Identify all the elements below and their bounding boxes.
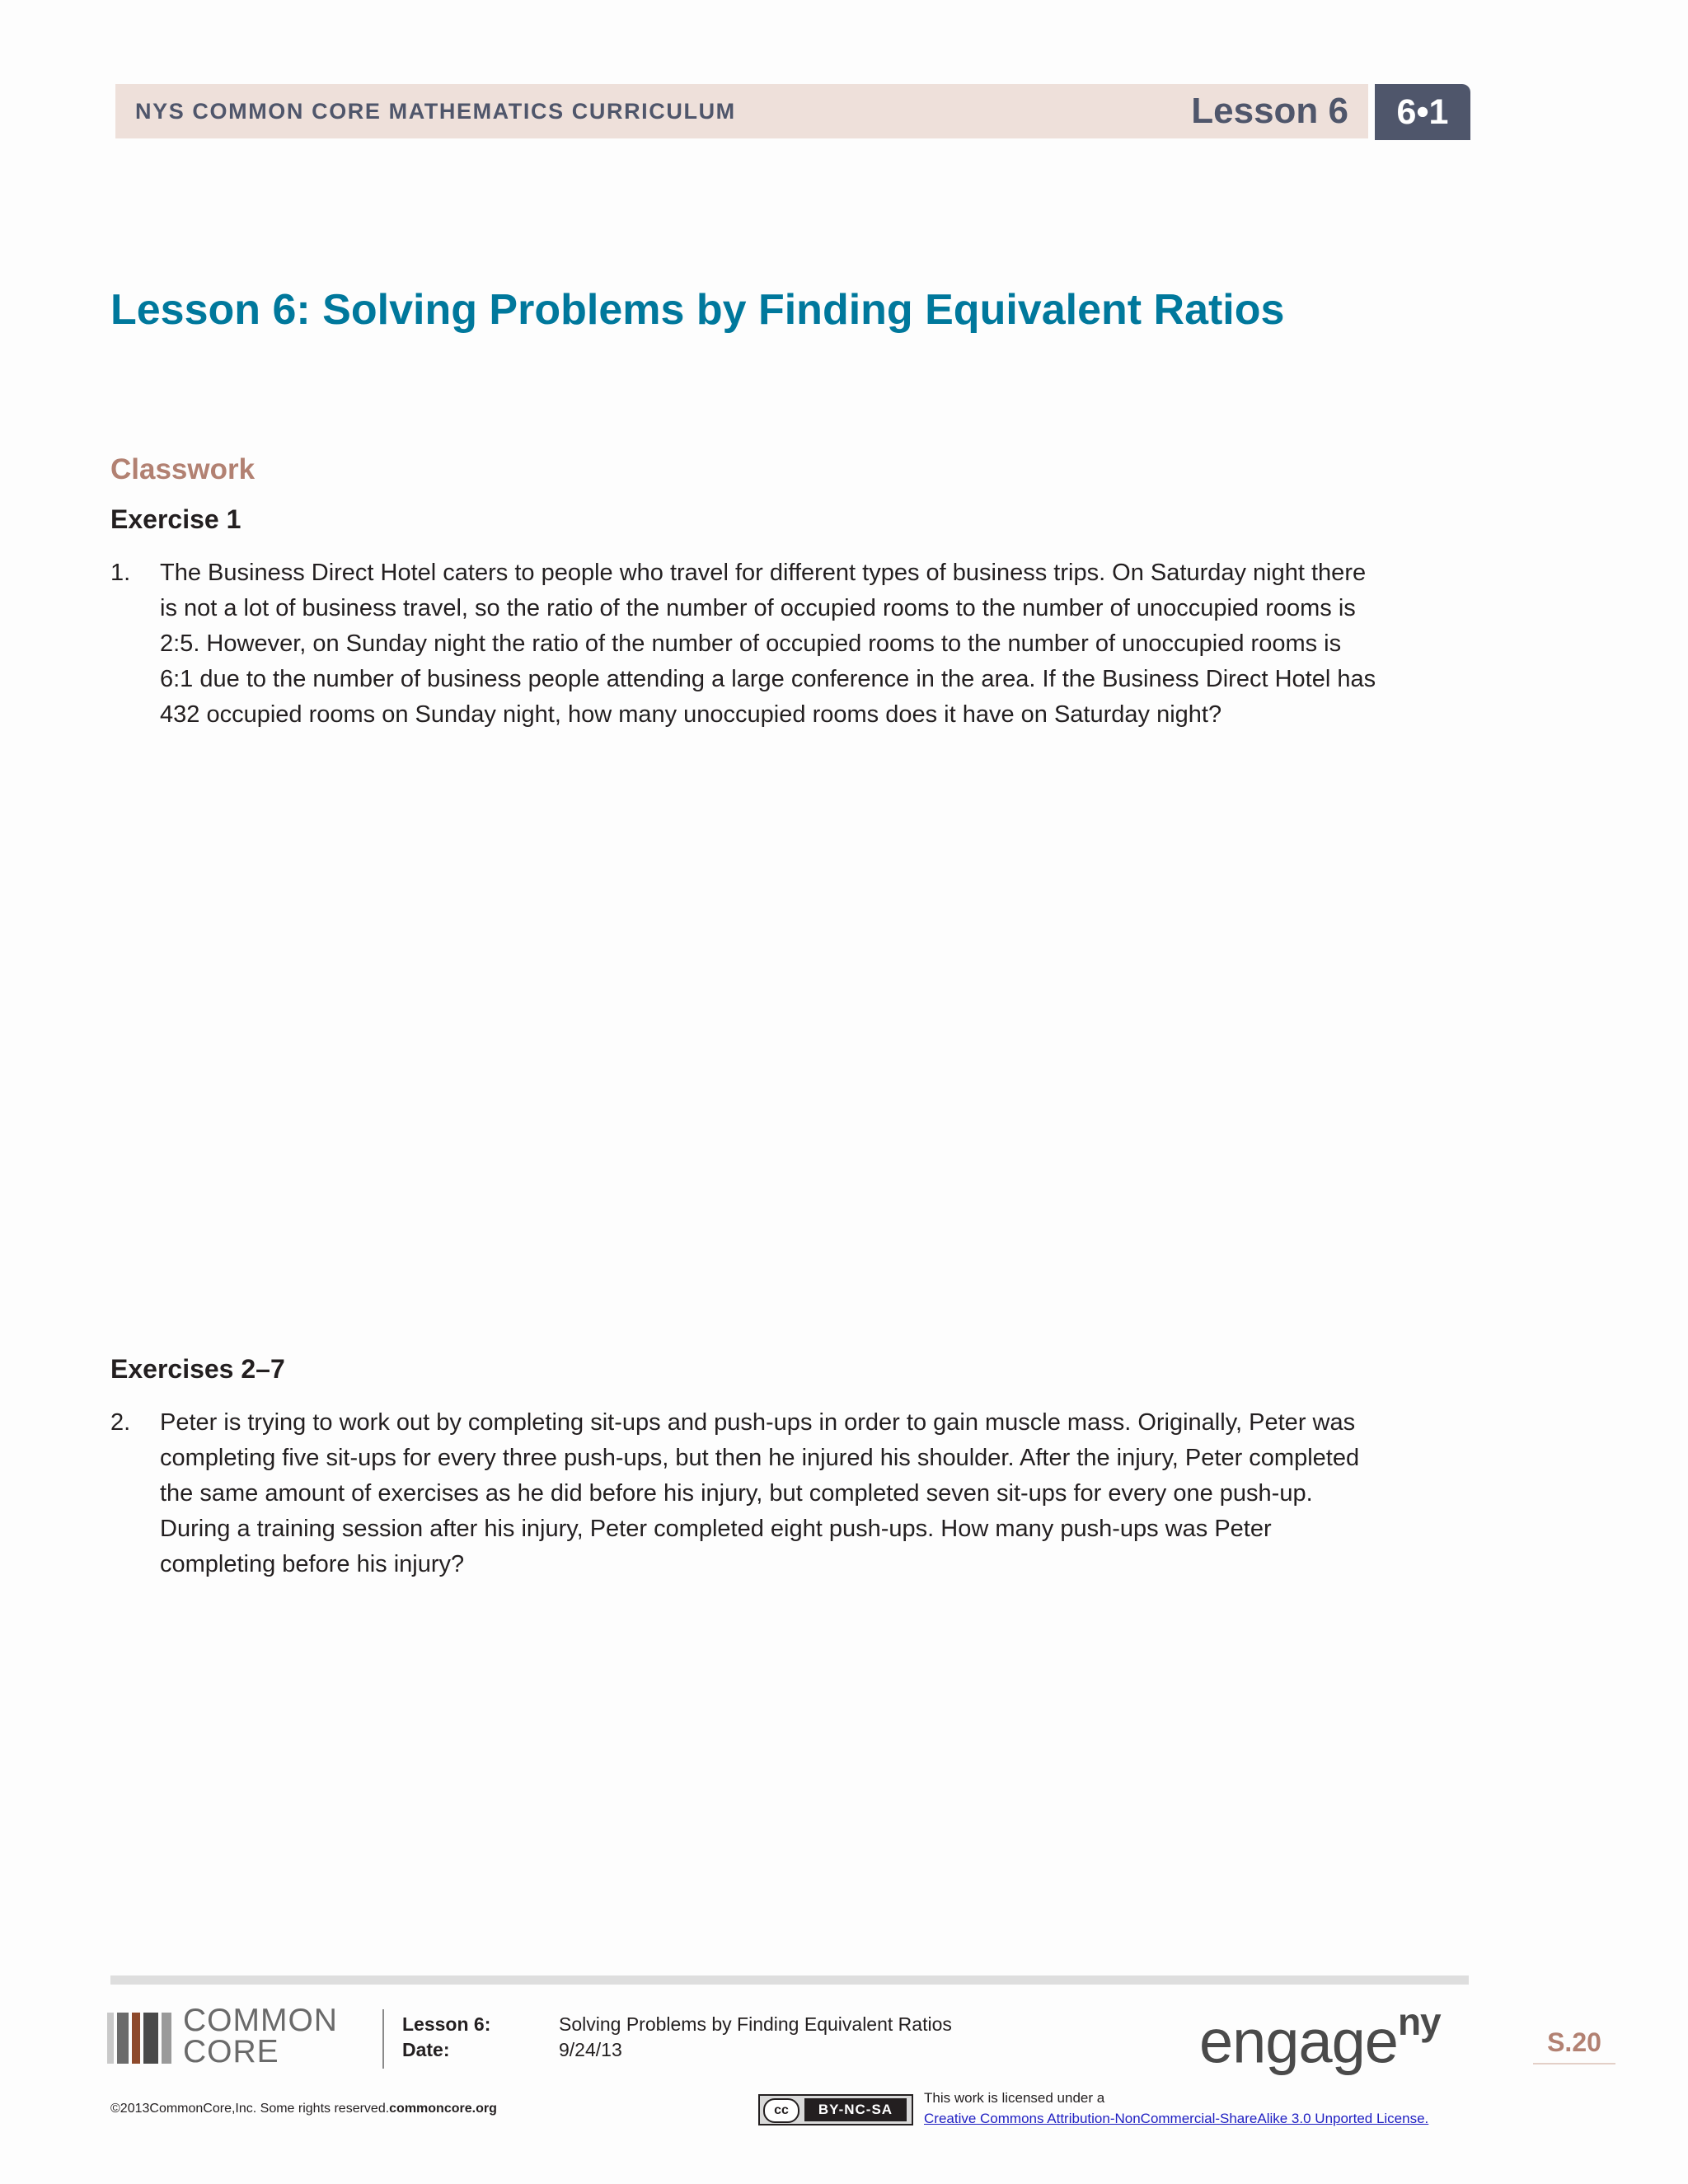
- engage-word: engage: [1199, 2007, 1398, 2076]
- logo-word-common: COMMON: [183, 2003, 338, 2038]
- problem-line: is not a lot of business travel, so the ratio of the number of occupied rooms to the number of unoccupied rooms is: [160, 595, 1356, 621]
- cc-license-label: BY-NC-SA: [804, 2098, 907, 2121]
- header-lesson: Lesson 6: [1191, 91, 1348, 131]
- ny-superscript: ny: [1397, 2000, 1441, 2043]
- problem-line: completing before his injury?: [160, 1551, 465, 1577]
- logo-bar: [132, 2013, 140, 2064]
- problem-text: [160, 1405, 1462, 1582]
- logo-bar: [162, 2013, 171, 2064]
- problem-line: 432 occupied rooms on Sunday night, how many unoccupied rooms does it have on Saturday night?: [160, 701, 1222, 728]
- problem-number: 1.: [110, 560, 131, 586]
- footer-lesson-title: Solving Problems by Finding Equivalent Ratios: [559, 2013, 952, 2035]
- engageny-logo: [1199, 2000, 1441, 2077]
- footer-lesson-label: Lesson 6:: [402, 2013, 491, 2035]
- grade-module-badge: 6•1: [1375, 84, 1470, 140]
- problem-text: [160, 555, 1462, 733]
- footer-rule: [110, 1975, 1469, 1985]
- problem-line: completing five sit-ups for every three push-ups, but then he injured his shoulder. After the injury, Peter completed: [160, 1445, 1360, 1471]
- problem-line: the same amount of exercises as he did before his injury, but completed seven sit-ups for every one push-up.: [160, 1480, 1313, 1507]
- problem-line: Peter is trying to work out by completing sit-ups and push-ups in order to gain muscle mass. Originally, Peter was: [160, 1409, 1356, 1436]
- footer-divider: [382, 2009, 384, 2069]
- creative-commons-badge[interactable]: [758, 2094, 913, 2125]
- logo-bar: [143, 2013, 158, 2064]
- copyright-text: ©2013CommonCore,Inc. Some rights reserved.: [110, 2102, 390, 2116]
- logo-bar: [117, 2013, 129, 2064]
- logo-bar: [107, 2013, 114, 2064]
- exercises-2-7-heading: Exercises 2–7: [110, 1354, 285, 1384]
- license-intro: This work is licensed under a: [924, 2090, 1105, 2106]
- curriculum-title: NYS COMMON CORE MATHEMATICS CURRICULUM: [135, 99, 736, 124]
- problem-line: During a training session after his injury, Peter completed eight push-ups. How many push-ups was Peter: [160, 1516, 1272, 1542]
- cc-icon: cc: [763, 2098, 799, 2123]
- problem-line: 6:1 due to the number of business people attending a large conference in the area. If the Business Direct Hotel has: [160, 666, 1376, 692]
- footer-date: 9/24/13: [559, 2039, 622, 2060]
- problem-1: [110, 555, 1462, 733]
- copyright-site[interactable]: commoncore.org: [389, 2102, 497, 2116]
- classwork-heading: Classwork: [110, 453, 256, 485]
- copyright-notice: [110, 2102, 497, 2116]
- problem-2: [110, 1405, 1462, 1582]
- license-link[interactable]: Creative Commons Attribution-NonCommercial-ShareAlike 3.0 Unported License.: [924, 2111, 1429, 2126]
- page-number: S.20: [1533, 2027, 1615, 2064]
- header-banner: [115, 84, 1368, 138]
- logo-word-core: CORE: [183, 2034, 279, 2069]
- exercise-1-heading: Exercise 1: [110, 504, 241, 534]
- footer-date-label: Date:: [402, 2039, 450, 2060]
- problem-number: 2.: [110, 1409, 131, 1436]
- lesson-title: Lesson 6: Solving Problems by Finding Equivalent Ratios: [110, 286, 1285, 334]
- problem-line: The Business Direct Hotel caters to people who travel for different types of business trips. On Saturday night there: [160, 560, 1367, 586]
- problem-line: 2:5. However, on Sunday night the ratio of the number of occupied rooms to the number of unoccupied rooms is: [160, 630, 1342, 657]
